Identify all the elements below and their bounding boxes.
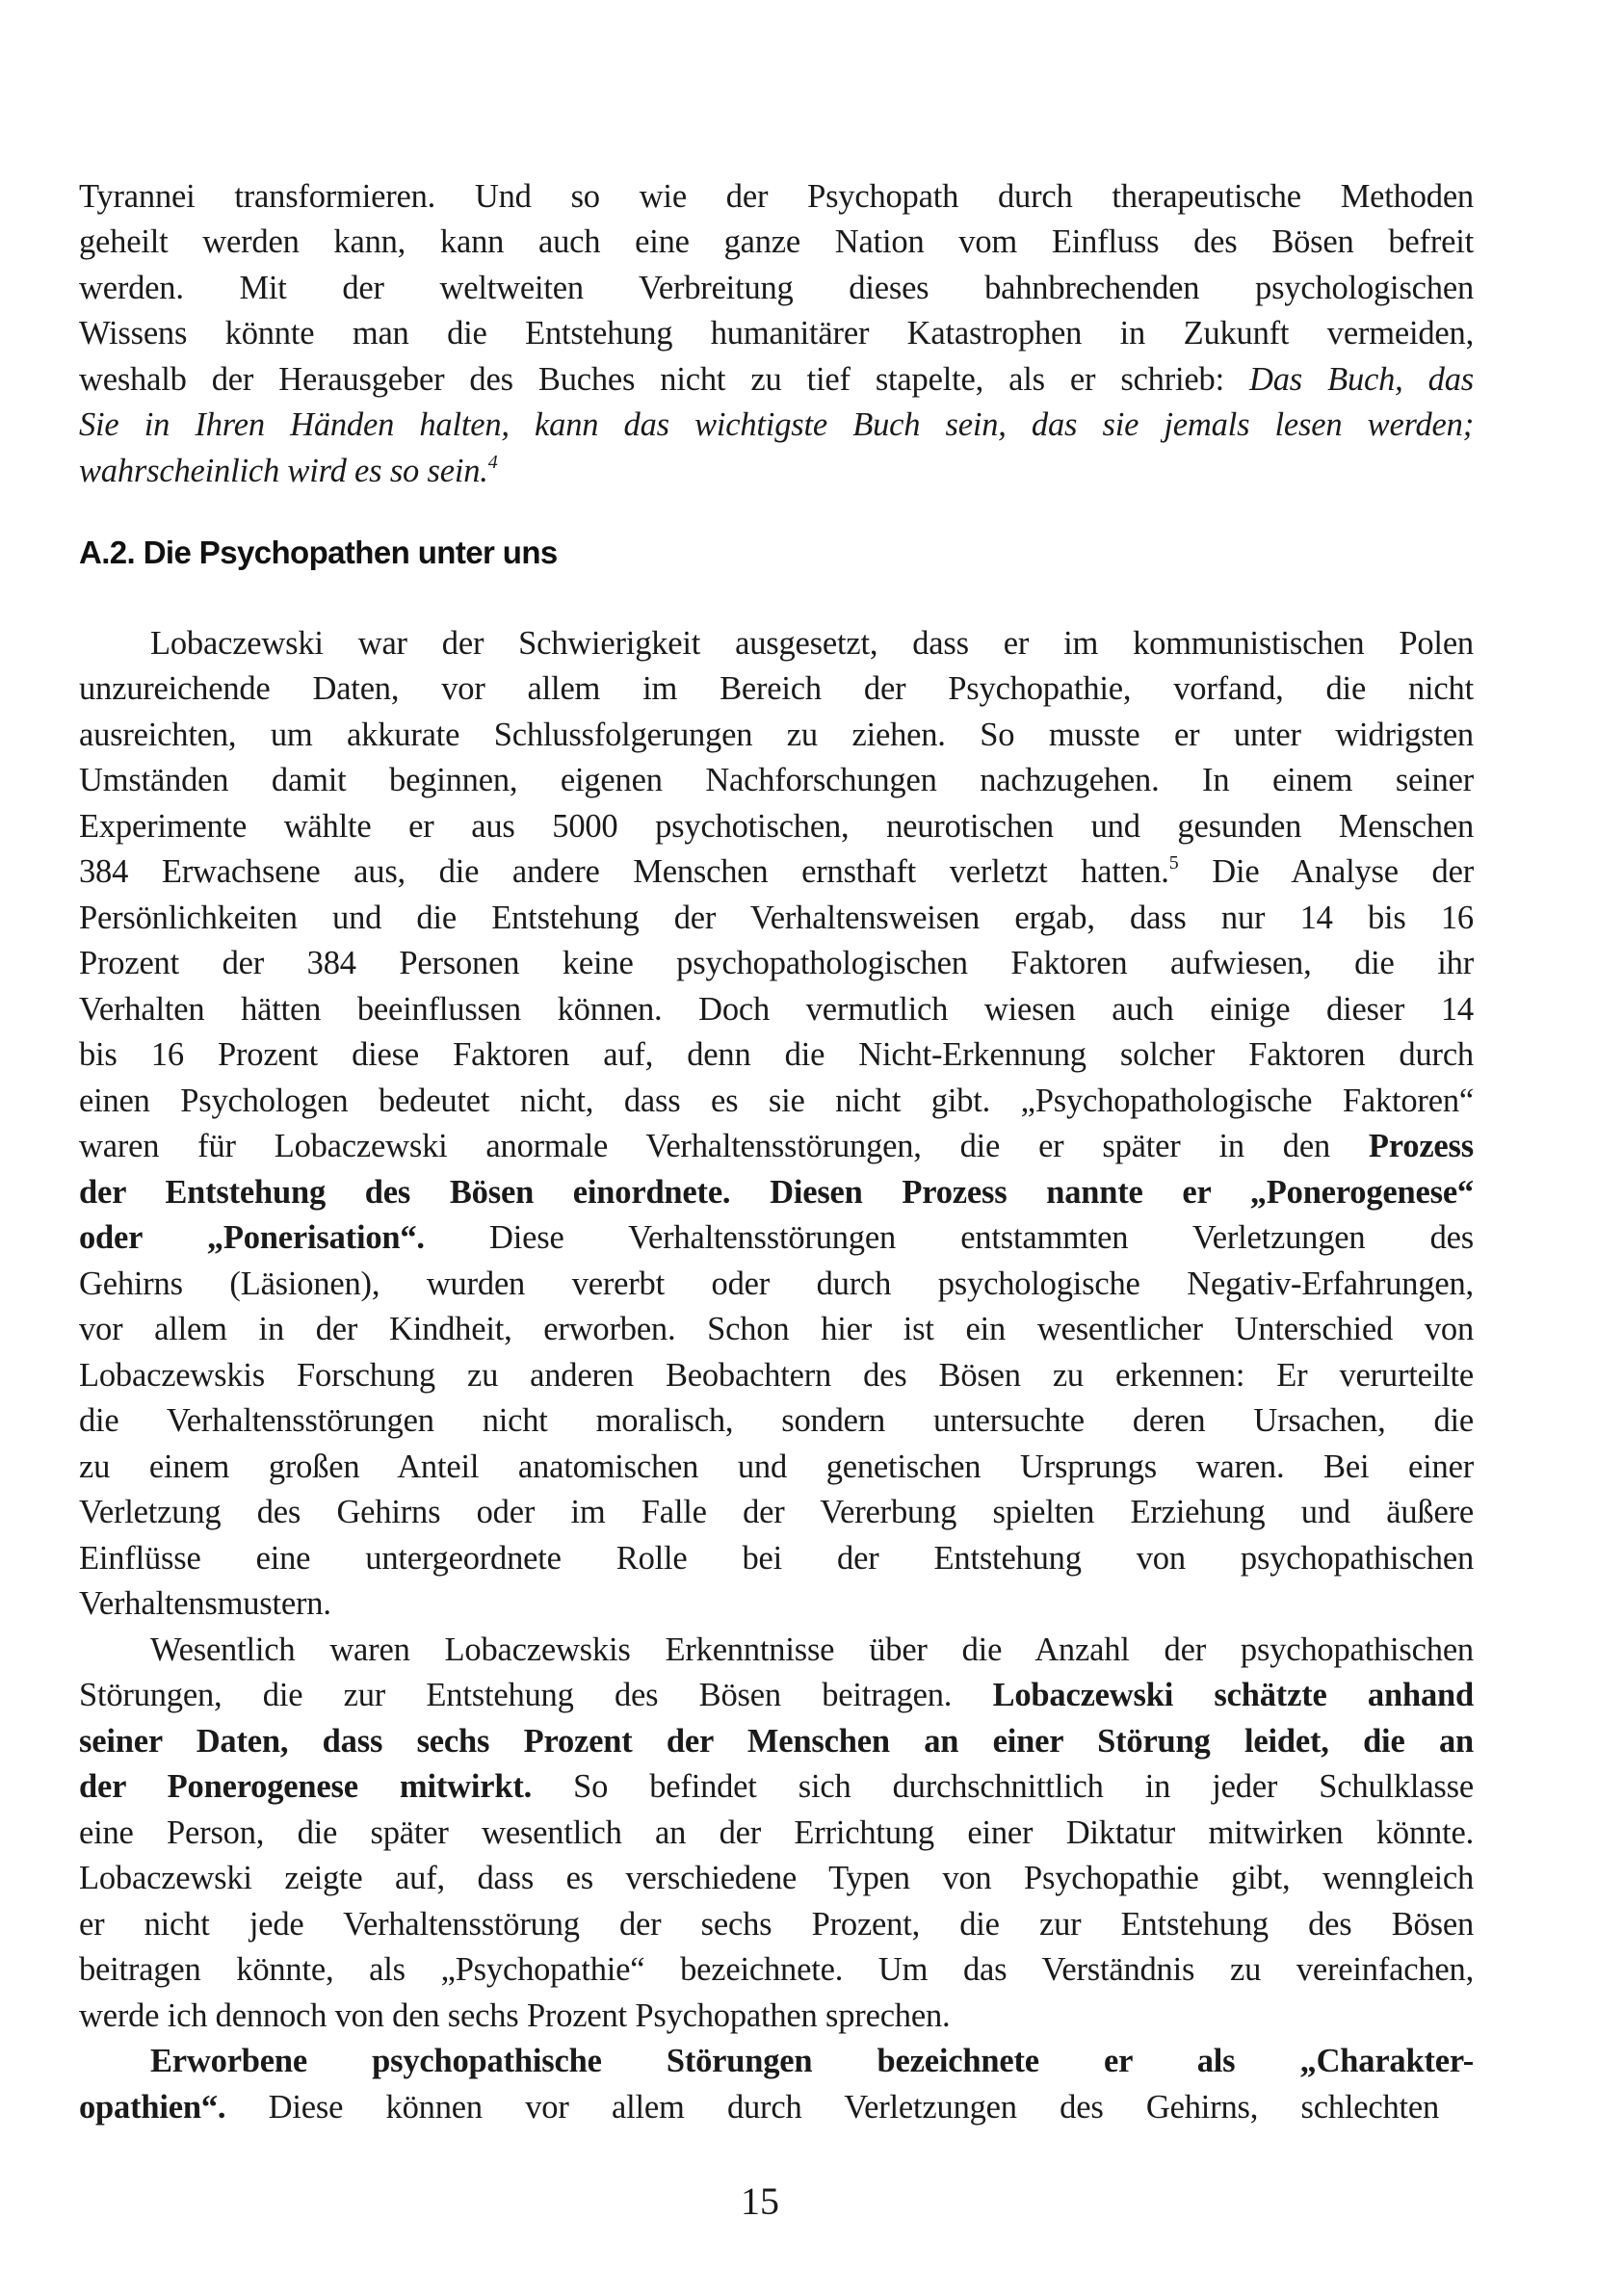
text-line: unzureichende Daten, vor allem im Bereich der Psychopathie, vorfand, die nicht: [79, 670, 1474, 707]
page-number: 15: [741, 2179, 779, 2223]
text-line: [79, 2085, 1474, 2131]
text-line: Experimente wählte er aus 5000 psychotischen, neurotischen und gesunden Menschen: [79, 808, 1474, 845]
text-line: Lobaczewski zeigte auf, dass es verschiedene Typen von Psychopathie gibt, wenngleich: [79, 1860, 1474, 1896]
text-line: werde ich dennoch von den sechs Prozent Psychopathen sprechen.: [79, 1997, 951, 2034]
text-line: [79, 849, 1474, 896]
text-line: Prozent der 384 Personen keine psychopathologischen Faktoren aufwiesen, die ihr: [79, 945, 1474, 981]
text-line: Gehirns (Läsionen), wurden vererbt oder durch psychologische Negativ-Erfahrungen,: [79, 1265, 1474, 1302]
text-run: Diese können vor allem durch Verletzungen des Gehirns, schlechten: [225, 2089, 1440, 2126]
emphasis-bold-line: der Entstehung des Bösen einordnete. Diesen Prozess nannte er „Ponerogenese“: [79, 1174, 1474, 1211]
text-line: Lobaczewski war der Schwierigkeit ausgesetzt, dass er im kommunistischen Polen: [150, 625, 1474, 662]
quote-italic: Das Buch, das: [1249, 361, 1474, 398]
text-line: Verhalten hätten beeinflussen können. Doch vermutlich wiesen auch einige dieser 14: [79, 991, 1474, 1028]
emphasis-bold-line: Erworbene psychopathische Störungen bezeichnete er als „Charakter-: [150, 2043, 1474, 2079]
text-line: Wissens könnte man die Entstehung humanitärer Katastrophen in Zukunft vermeiden,: [79, 315, 1474, 352]
text-run: 384 Erwachsene aus, die andere Menschen ernsthaft verletzt hatten.: [79, 853, 1169, 890]
text-line: einen Psychologen bedeutet nicht, dass es sie nicht gibt. „Psychopathologische Faktoren“: [79, 1083, 1474, 1119]
text-line: zu einem großen Anteil anatomischen und genetischen Ursprungs waren. Bei einer: [79, 1448, 1474, 1485]
emphasis-bold: Prozess: [1368, 1128, 1474, 1164]
emphasis-bold: opathien“.: [79, 2089, 226, 2126]
text-line: [79, 1124, 1474, 1170]
text-line: [79, 1764, 1474, 1811]
text-line: bis 16 Prozent diese Faktoren auf, denn die Nicht-Erkennung solcher Faktoren durch: [79, 1036, 1474, 1073]
text-line: er nicht jede Verhaltensstörung der sechs Prozent, die zur Entstehung des Bösen: [79, 1906, 1474, 1943]
quote-italic-line: [79, 449, 1474, 495]
emphasis-bold-line: seiner Daten, dass sechs Prozent der Menschen an einer Störung leidet, die an: [79, 1723, 1474, 1760]
text-run: Die Analyse der: [1178, 853, 1474, 890]
text-line: Wesentlich waren Lobaczewskis Erkenntnisse über die Anzahl der psychopathischen: [150, 1631, 1474, 1668]
text-run: waren für Lobaczewski anormale Verhaltensstörungen, die er später in den: [79, 1128, 1369, 1164]
text-line: eine Person, die später wesentlich an der Errichtung einer Diktatur mitwirken könnte.: [79, 1814, 1474, 1851]
emphasis-bold: Lobaczewski schätzte anhand: [992, 1677, 1474, 1713]
text-line: Persönlichkeiten und die Entstehung der Verhaltensweisen ergab, dass nur 14 bis 16: [79, 900, 1474, 936]
text-line: [79, 1215, 1474, 1262]
text-line: [79, 1673, 1474, 1719]
text-line: beitragen könnte, als „Psychopathie“ bezeichnete. Um das Verständnis zu vereinfachen,: [79, 1951, 1474, 1988]
text-line: [79, 357, 1474, 404]
footnote-ref[interactable]: 5: [1168, 852, 1179, 874]
text-line: die Verhaltensstörungen nicht moralisch, sondern untersuchte deren Ursachen, die: [79, 1402, 1474, 1439]
section-heading: A.2. Die Psychopathen unter uns: [79, 535, 558, 570]
text-line: Verhaltensmustern.: [79, 1585, 331, 1622]
text-line: Umständen damit beginnen, eigenen Nachforschungen nachzugehen. In einem seiner: [79, 762, 1474, 798]
footnote-ref[interactable]: 4: [487, 452, 498, 473]
text-line: vor allem in der Kindheit, erworben. Schon hier ist ein wesentlicher Unterschied von: [79, 1311, 1474, 1347]
text-line: werden. Mit der weltweiten Verbreitung dieses bahnbrechenden psychologischen: [79, 270, 1474, 306]
text-run: So befindet sich durchschnittlich in jeder Schulklasse: [532, 1768, 1474, 1805]
text-run: Diese Verhaltensstörungen entstammten Verletzungen des: [424, 1219, 1474, 1256]
emphasis-bold: der Ponerogenese mitwirkt.: [79, 1768, 533, 1805]
text-line: Tyrannei transformieren. Und so wie der Psychopath durch therapeutische Methoden: [79, 178, 1474, 215]
text-line: Verletzung des Gehirns oder im Falle der Vererbung spielten Erziehung und äußere: [79, 1494, 1474, 1530]
emphasis-bold: oder „Ponerisation“.: [79, 1219, 425, 1256]
quote-italic-line: Sie in Ihren Händen halten, kann das wichtigste Buch sein, das sie jemals lesen werden;: [79, 406, 1474, 443]
text-run: wahrscheinlich wird es so sein.: [79, 453, 488, 489]
text-line: Lobaczewskis Forschung zu anderen Beobachtern des Bösen zu erkennen: Er verurteilte: [79, 1357, 1474, 1394]
text-line: Einflüsse eine untergeordnete Rolle bei der Entstehung von psychopathischen: [79, 1540, 1474, 1577]
text-run: weshalb der Herausgeber des Buches nicht zu tief stapelte, als er schrieb:: [79, 361, 1250, 398]
text-line: geheilt werden kann, kann auch eine ganze Nation vom Einfluss des Bösen befreit: [79, 223, 1474, 260]
text-run: Störungen, die zur Entstehung des Bösen beitragen.: [79, 1677, 993, 1713]
text-line: ausreichten, um akkurate Schlussfolgerungen zu ziehen. So musste er unter widrigsten: [79, 717, 1474, 753]
